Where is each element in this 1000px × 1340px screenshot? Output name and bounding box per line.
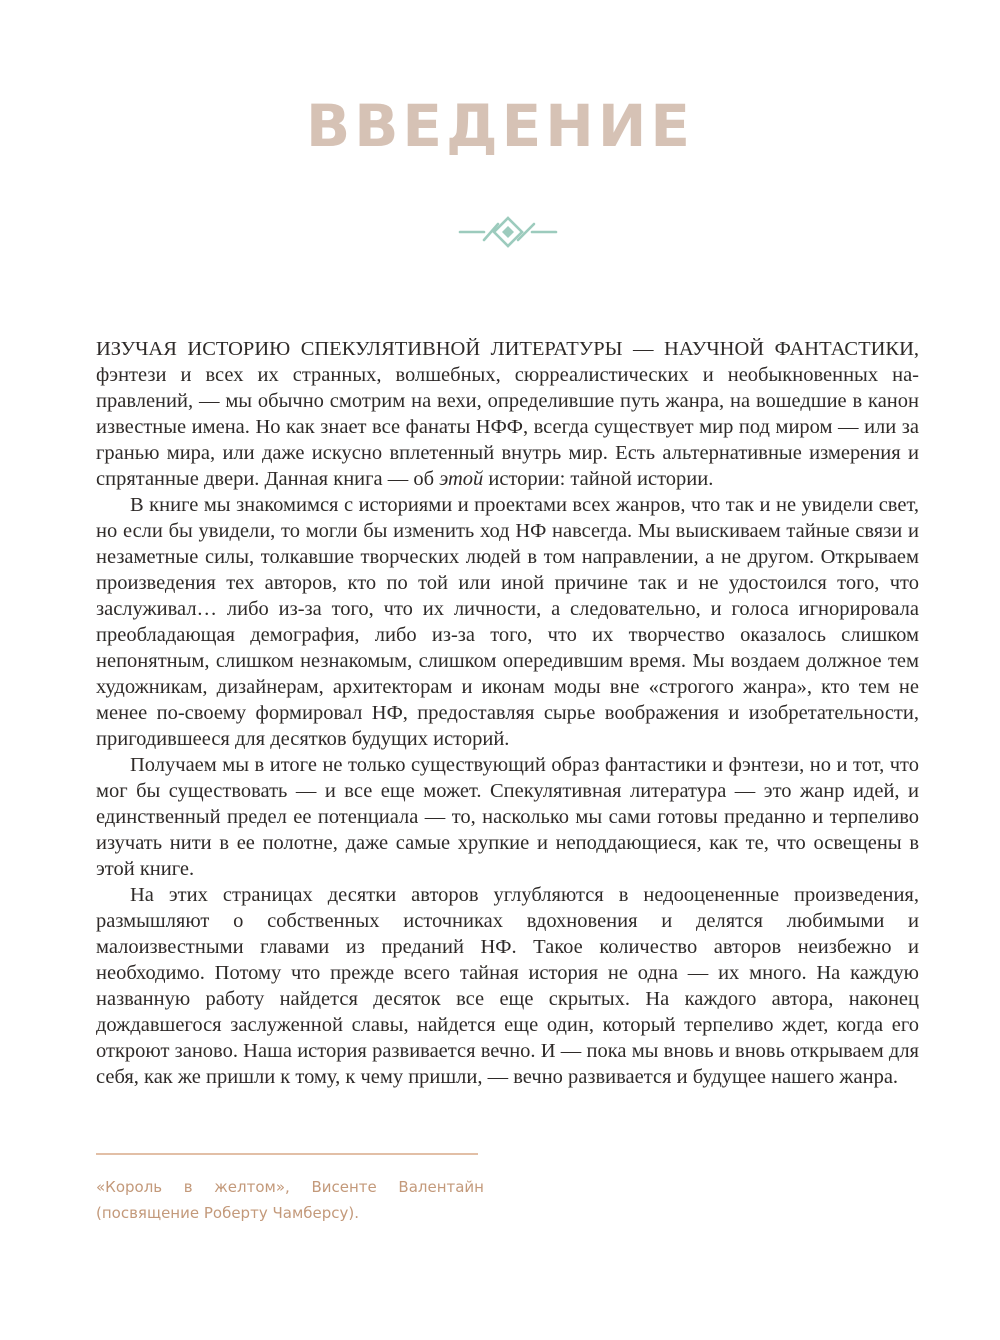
paragraph-4: На этих страницах десятки авторов углубляются в недооцененные произведения, размышляют о собственных источниках вдохновения и делятся любимыми и малоизвестными главами из преданий НФ. Такое количество авторов неизбежно и необходимо. Потому что прежде всего тайная история не одна — их много. На каждую названную работу найдется десяток все еще скрытых. На каждого автора, наконец дождавшегося заслуженной славы, найдется еще один, который терпеливо ждет, когда его откроют заново. Наша история развивается вечно. И — пока мы вновь и вновь открываем для себя, как же пришли к тому, к чему пришли, — вечно развивается и будущее нашего жанра. [96, 884, 919, 1088]
caption-divider [96, 1153, 478, 1155]
paragraph-2: В книге мы знакомимся с историями и проектами всех жанров, что так и не увидели свет, но если бы увидели, то могли бы изменить ход НФ навсегда. Мы выискиваем тайные связи и незаметные силы, толкавшие творческих людей в том направлении, а не другом. Открываем произведения тех авторов, кто по той или иной причине так и не удостоился того, что заслуживал… либо из-за того, что их личности, а следовательно, и голоса игнорировала преобладающая демография, либо из-за того, что их творчество оказалось слишком непонятным, слишком незнакомым, слишком опередившим время. Мы воздаем должное тем художникам, дизайнерам, архитекторам и иконам моды вне «строгого жанра», кто тем не менее по-своему формировал НФ, предоставляя сырье воображения и изобретательности, пригодившееся для десятков будущих историй. [96, 494, 919, 750]
paragraph-3: Получаем мы в итоге не только существующий образ фантастики и фэнтези, но и тот, что мог бы существовать — и все еще может. Спекулятивная литература — это жанр идей, и единственный предел ее потенциала — то, насколько мы сами готовы преданно и терпеливо изучать нити в ее полотне, даже самые хрупкие и неподдающиеся, как те, что освещены в этой книге. [96, 754, 919, 880]
paragraph-1: ИЗУЧАЯ ИСТОРИЮ СПЕКУЛЯТИВНОЙ ЛИТЕРАТУРЫ — НАУЧНОЙ ФАНТАСТИКИ, фэнтези и всех их странных, волшебных, сюрреалистических и необыкновенных направлений, — мы обычно смотрим на вехи, определившие путь жанра, на вошедшие в канон известные имена. Но как знает все фанаты НФФ, всегда существует мир под миром — или за гранью мира, или даже искусно вплетенный внутрь мир. Есть альтернативные измерения и спрятанные двери. Данная книга — об этой истории: тайной истории. [96, 338, 919, 490]
page-title: ВВЕДЕНИЕ [305, 92, 694, 160]
emphasis-text: этой [439, 468, 484, 490]
paragraph-lead-caps: ИЗУЧАЯ ИСТОРИЮ СПЕКУЛЯТИВНОЙ ЛИТЕРАТУРЫ — НАУЧНОЙ ФАНТАСТИКИ, [96, 338, 919, 360]
decorative-ornament-icon [458, 214, 558, 250]
image-caption: «Король в желтом», Висенте Валентайн (посвящение Роберту Чамберсу). [96, 1178, 484, 1222]
article-body [96, 336, 919, 1227]
